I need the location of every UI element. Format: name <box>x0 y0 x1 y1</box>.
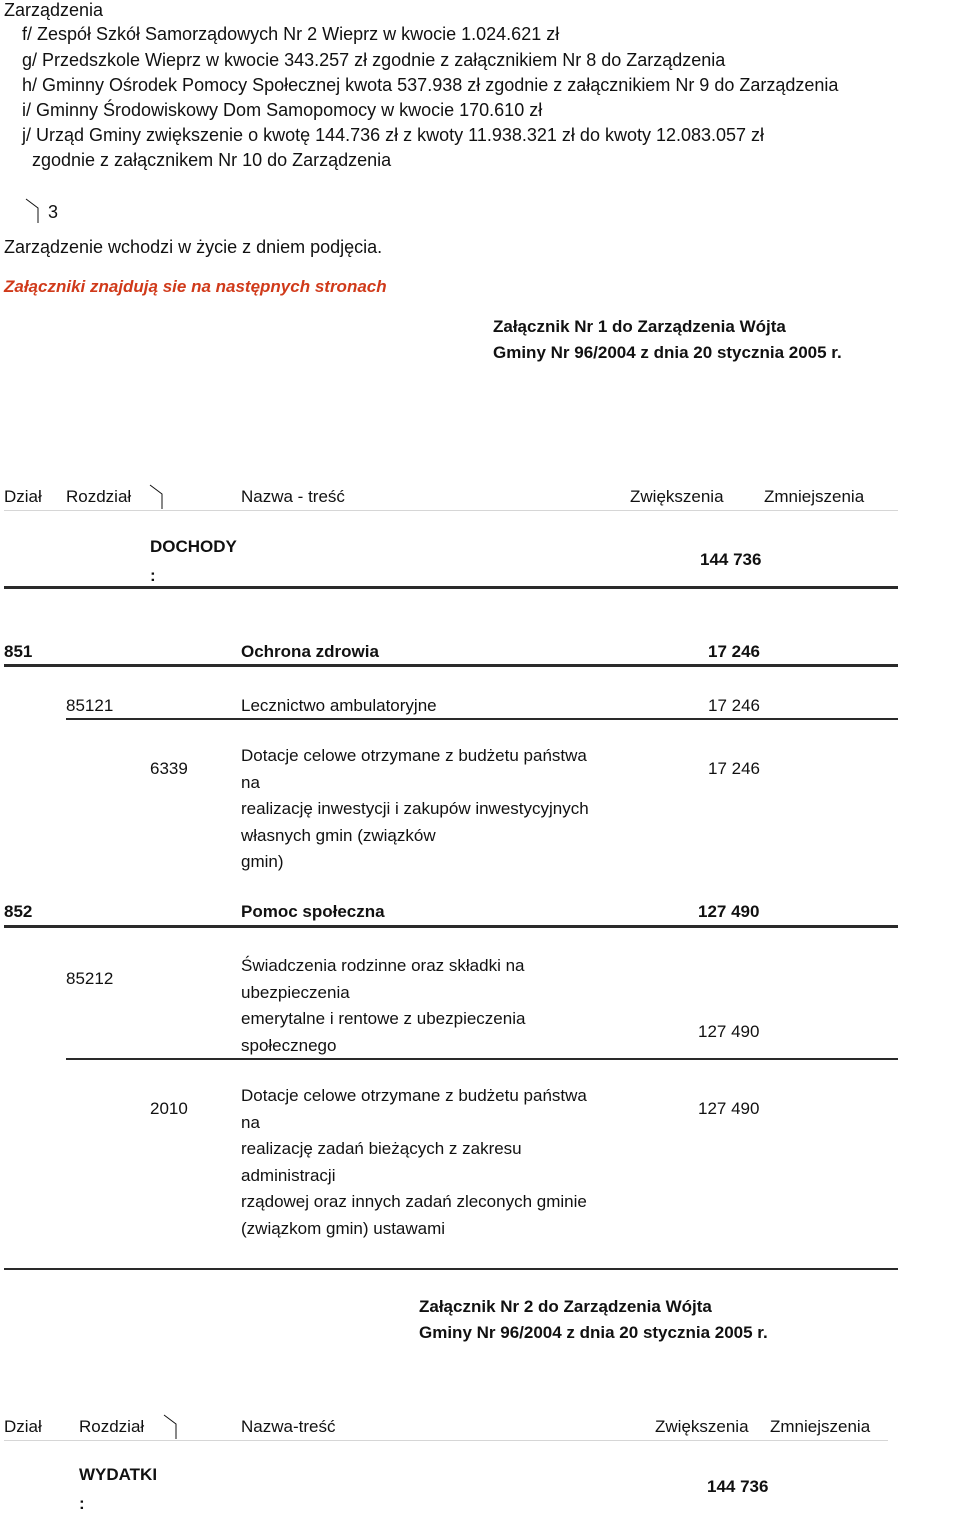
intro-heading: Zarządzenia <box>4 0 104 20</box>
summary-label: DOCHODY <box>150 537 237 556</box>
header-rozdzial: Rozdział <box>66 487 132 506</box>
header-zmniejszenia: Zmniejszenia <box>764 487 865 506</box>
row-name: Pomoc społeczna <box>241 902 385 921</box>
header-nazwa: Nazwa - treść <box>241 487 345 506</box>
header-nazwa: Nazwa-treść <box>241 1417 336 1436</box>
row-value: 17 246 <box>708 696 760 715</box>
header-dzial: Dział <box>4 487 42 506</box>
header-zwiekszenia: Zwiększenia <box>630 487 724 506</box>
row-name-multiline <box>241 1083 587 1242</box>
section-sign-icon <box>24 198 40 224</box>
row-value: 127 490 <box>698 1022 760 1041</box>
row-name-line: na <box>241 1112 260 1132</box>
summary-value: 144 736 <box>700 550 762 569</box>
row-name-line: ubezpieczenia <box>241 982 350 1002</box>
row-rozdzial-code: 85121 <box>66 696 114 715</box>
row-rule <box>66 718 898 720</box>
annex2-title-line2: Gminy Nr 96/2004 z dnia 20 stycznia 2005 r. <box>419 1323 768 1342</box>
attachments-note: Załączniki znajdują sie na następnych stronach <box>4 277 387 296</box>
row-rozdzial-code: 85212 <box>66 969 114 988</box>
row-name-line: własnych gmin (związków <box>241 825 436 845</box>
row-name-line: na <box>241 772 260 792</box>
summary-label: WYDATKI <box>79 1465 158 1484</box>
section-sign-icon <box>148 484 164 510</box>
row-value: 17 246 <box>708 759 760 778</box>
row-value: 127 490 <box>698 902 760 921</box>
section-number: 3 <box>48 202 59 222</box>
row-rule <box>4 664 898 667</box>
row-name-line: realizację zadań bieżących z zakresu <box>241 1139 522 1158</box>
intro-item-f: f/ Zespół Szkół Samorządowych Nr 2 Wieprz w kwocie 1.024.621 zł <box>22 24 560 44</box>
row-name-line: emerytalne i rentowe z ubezpieczenia <box>241 1009 526 1028</box>
intro-item-h: h/ Gminny Ośrodek Pomocy Społecznej kwota 537.938 zł zgodnie z załącznikiem Nr 9 do Zarządzenia <box>22 75 839 95</box>
intro-item-j-cont: zgodnie z załącznikem Nr 10 do Zarządzenia <box>32 150 392 170</box>
summary-colon: : <box>150 566 156 585</box>
row-name-line: społecznego <box>241 1035 337 1055</box>
row-value: 127 490 <box>698 1099 760 1118</box>
section-sign-icon <box>162 1414 178 1440</box>
row-name-multiline <box>241 953 525 1059</box>
summary-rule <box>4 586 898 589</box>
header-rule <box>4 510 898 511</box>
summary-value: 144 736 <box>707 1477 769 1496</box>
summary-colon: : <box>79 1494 85 1513</box>
row-name-line: realizację inwestycji i zakupów inwestycyjnych <box>241 799 589 818</box>
row-paragraf-code: 2010 <box>150 1099 188 1118</box>
row-name-line: administracji <box>241 1165 336 1185</box>
header-rozdzial: Rozdział <box>79 1417 145 1436</box>
intro-item-g: g/ Przedszkole Wieprz w kwocie 343.257 zł zgodnie z załącznikiem Nr 8 do Zarządzenia <box>22 50 726 70</box>
row-rule <box>66 1058 898 1060</box>
intro-item-i: i/ Gminny Środowiskowy Dom Samopomocy w kwocie 170.610 zł <box>22 100 543 120</box>
row-name-line: Dotacje celowe otrzymane z budżetu państwa <box>241 746 587 765</box>
annex1-title-line1: Załącznik Nr 1 do Zarządzenia Wójta <box>493 317 786 336</box>
annex2-title-line1: Załącznik Nr 2 do Zarządzenia Wójta <box>419 1297 712 1316</box>
row-name-line: (związkom gmin) ustawami <box>241 1218 446 1238</box>
row-dzial-code: 852 <box>4 902 33 921</box>
row-dzial-code: 851 <box>4 642 33 661</box>
header-zmniejszenia: Zmniejszenia <box>770 1417 871 1436</box>
row-name-line: Dotacje celowe otrzymane z budżetu państwa <box>241 1086 587 1105</box>
row-name-line: rządowej oraz innych zadań zleconych gminie <box>241 1192 587 1211</box>
row-name-multiline <box>241 743 589 876</box>
effective-clause: Zarządzenie wchodzi w życie z dniem podjęcia. <box>4 237 383 257</box>
annex1-title-line2: Gminy Nr 96/2004 z dnia 20 stycznia 2005 r. <box>493 343 842 362</box>
header-rule <box>4 1440 888 1441</box>
table-end-rule <box>4 1268 898 1270</box>
header-zwiekszenia: Zwiększenia <box>655 1417 749 1436</box>
row-value: 17 246 <box>708 642 760 661</box>
row-name: Ochrona zdrowia <box>241 642 379 661</box>
row-name-line: Świadczenia rodzinne oraz składki na <box>241 956 525 975</box>
row-name: Lecznictwo ambulatoryjne <box>241 696 437 715</box>
row-paragraf-code: 6339 <box>150 759 188 778</box>
intro-item-j: j/ Urząd Gminy zwiększenie o kwotę 144.736 zł z kwoty 11.938.321 zł do kwoty 12.083.057 zł <box>22 125 765 145</box>
header-dzial: Dział <box>4 1417 42 1436</box>
row-rule <box>4 925 898 928</box>
row-name-line: gmin) <box>241 852 284 871</box>
